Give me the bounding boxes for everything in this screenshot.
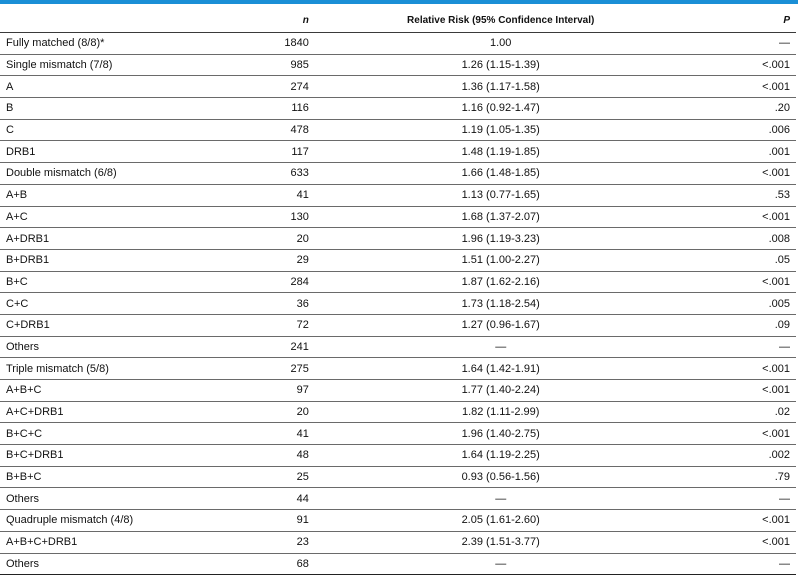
table-row (0, 531, 796, 553)
table-row (0, 163, 796, 185)
row-p-value: <.001 (687, 163, 796, 185)
row-p-value: .001 (687, 141, 796, 163)
table-row (0, 510, 796, 532)
table-body (0, 33, 796, 575)
row-label: Single mismatch (7/8) (0, 54, 258, 76)
row-label: B+C+DRB1 (0, 445, 258, 467)
header-p-value: P (687, 8, 796, 33)
row-label: B+DRB1 (0, 249, 258, 271)
row-p-value: <.001 (687, 54, 796, 76)
row-n: 72 (258, 314, 315, 336)
row-label: DRB1 (0, 141, 258, 163)
row-relative-risk: 2.05 (1.61-2.60) (315, 510, 687, 532)
row-p-value: .006 (687, 119, 796, 141)
row-relative-risk: 1.96 (1.19-3.23) (315, 228, 687, 250)
table-header-row (0, 8, 796, 33)
row-label: B+C+C (0, 423, 258, 445)
row-p-value: — (687, 336, 796, 358)
row-p-value: .002 (687, 445, 796, 467)
row-p-value: — (687, 488, 796, 510)
row-relative-risk: 2.39 (1.51-3.77) (315, 531, 687, 553)
row-p-value: — (687, 553, 796, 575)
row-n: 116 (258, 98, 315, 120)
row-p-value: <.001 (687, 76, 796, 98)
row-p-value: .53 (687, 184, 796, 206)
row-n: 241 (258, 336, 315, 358)
row-relative-risk: 1.16 (0.92-1.47) (315, 98, 687, 120)
row-relative-risk: 1.51 (1.00-2.27) (315, 249, 687, 271)
row-label: C+DRB1 (0, 314, 258, 336)
row-label: A+B+C+DRB1 (0, 531, 258, 553)
table-row (0, 358, 796, 380)
row-p-value: <.001 (687, 380, 796, 402)
row-label: Fully matched (8/8)* (0, 33, 258, 55)
row-n: 985 (258, 54, 315, 76)
row-relative-risk: 1.64 (1.42-1.91) (315, 358, 687, 380)
row-n: 117 (258, 141, 315, 163)
header-relative-risk: Relative Risk (95% Confidence Interval) (315, 8, 687, 33)
row-label: B+C (0, 271, 258, 293)
row-relative-risk: 0.93 (0.56-1.56) (315, 466, 687, 488)
row-n: 478 (258, 119, 315, 141)
row-relative-risk: 1.26 (1.15-1.39) (315, 54, 687, 76)
row-label: A+DRB1 (0, 228, 258, 250)
row-relative-risk: 1.48 (1.19-1.85) (315, 141, 687, 163)
row-n: 48 (258, 445, 315, 467)
table-row (0, 314, 796, 336)
row-relative-risk: 1.19 (1.05-1.35) (315, 119, 687, 141)
table-row (0, 466, 796, 488)
row-n: 97 (258, 380, 315, 402)
row-n: 275 (258, 358, 315, 380)
table-row (0, 119, 796, 141)
row-n: 91 (258, 510, 315, 532)
table-row (0, 54, 796, 76)
row-relative-risk: — (315, 553, 687, 575)
table-row (0, 98, 796, 120)
row-n: 633 (258, 163, 315, 185)
row-n: 20 (258, 401, 315, 423)
table-row (0, 76, 796, 98)
table-row (0, 401, 796, 423)
row-n: 68 (258, 553, 315, 575)
table-row (0, 445, 796, 467)
row-relative-risk: 1.68 (1.37-2.07) (315, 206, 687, 228)
header-label-column (0, 8, 258, 33)
row-n: 29 (258, 249, 315, 271)
table-row (0, 380, 796, 402)
row-label: Triple mismatch (5/8) (0, 358, 258, 380)
row-relative-risk: — (315, 336, 687, 358)
table-row (0, 423, 796, 445)
table-row (0, 206, 796, 228)
row-n: 36 (258, 293, 315, 315)
table-row (0, 141, 796, 163)
relative-risk-table (0, 8, 796, 575)
row-label: A (0, 76, 258, 98)
row-p-value: — (687, 33, 796, 55)
row-relative-risk: 1.87 (1.62-2.16) (315, 271, 687, 293)
table-row (0, 271, 796, 293)
row-label: A+B+C (0, 380, 258, 402)
row-n: 23 (258, 531, 315, 553)
row-relative-risk: 1.96 (1.40-2.75) (315, 423, 687, 445)
row-label: Others (0, 488, 258, 510)
row-relative-risk: 1.77 (1.40-2.24) (315, 380, 687, 402)
row-label: Double mismatch (6/8) (0, 163, 258, 185)
row-n: 284 (258, 271, 315, 293)
row-label: Quadruple mismatch (4/8) (0, 510, 258, 532)
row-label: B+B+C (0, 466, 258, 488)
row-relative-risk: 1.82 (1.11-2.99) (315, 401, 687, 423)
row-n: 41 (258, 184, 315, 206)
table-row (0, 184, 796, 206)
table-row (0, 293, 796, 315)
row-p-value: <.001 (687, 271, 796, 293)
row-p-value: <.001 (687, 510, 796, 532)
row-relative-risk: — (315, 488, 687, 510)
row-p-value: <.001 (687, 206, 796, 228)
row-label: A+C+DRB1 (0, 401, 258, 423)
row-n: 25 (258, 466, 315, 488)
row-p-value: .79 (687, 466, 796, 488)
row-label: A+C (0, 206, 258, 228)
table-row (0, 33, 796, 55)
row-n: 274 (258, 76, 315, 98)
row-relative-risk: 1.00 (315, 33, 687, 55)
table-row (0, 336, 796, 358)
row-p-value: <.001 (687, 358, 796, 380)
row-label: Others (0, 336, 258, 358)
row-label: C+C (0, 293, 258, 315)
row-relative-risk: 1.13 (0.77-1.65) (315, 184, 687, 206)
row-label: C (0, 119, 258, 141)
table-row (0, 228, 796, 250)
table-row (0, 488, 796, 510)
row-p-value: .02 (687, 401, 796, 423)
row-label: A+B (0, 184, 258, 206)
row-label: B (0, 98, 258, 120)
row-p-value: <.001 (687, 531, 796, 553)
row-n: 20 (258, 228, 315, 250)
row-label: Others (0, 553, 258, 575)
row-relative-risk: 1.66 (1.48-1.85) (315, 163, 687, 185)
row-p-value: .008 (687, 228, 796, 250)
row-n: 44 (258, 488, 315, 510)
row-relative-risk: 1.27 (0.96-1.67) (315, 314, 687, 336)
row-p-value: .20 (687, 98, 796, 120)
table-row (0, 553, 796, 575)
table-row (0, 249, 796, 271)
row-p-value: .005 (687, 293, 796, 315)
row-n: 1840 (258, 33, 315, 55)
row-n: 41 (258, 423, 315, 445)
row-p-value: .05 (687, 249, 796, 271)
row-p-value: <.001 (687, 423, 796, 445)
row-p-value: .09 (687, 314, 796, 336)
top-accent-rule (0, 0, 798, 4)
row-relative-risk: 1.64 (1.19-2.25) (315, 445, 687, 467)
row-relative-risk: 1.73 (1.18-2.54) (315, 293, 687, 315)
row-relative-risk: 1.36 (1.17-1.58) (315, 76, 687, 98)
header-n: n (258, 8, 315, 33)
row-n: 130 (258, 206, 315, 228)
